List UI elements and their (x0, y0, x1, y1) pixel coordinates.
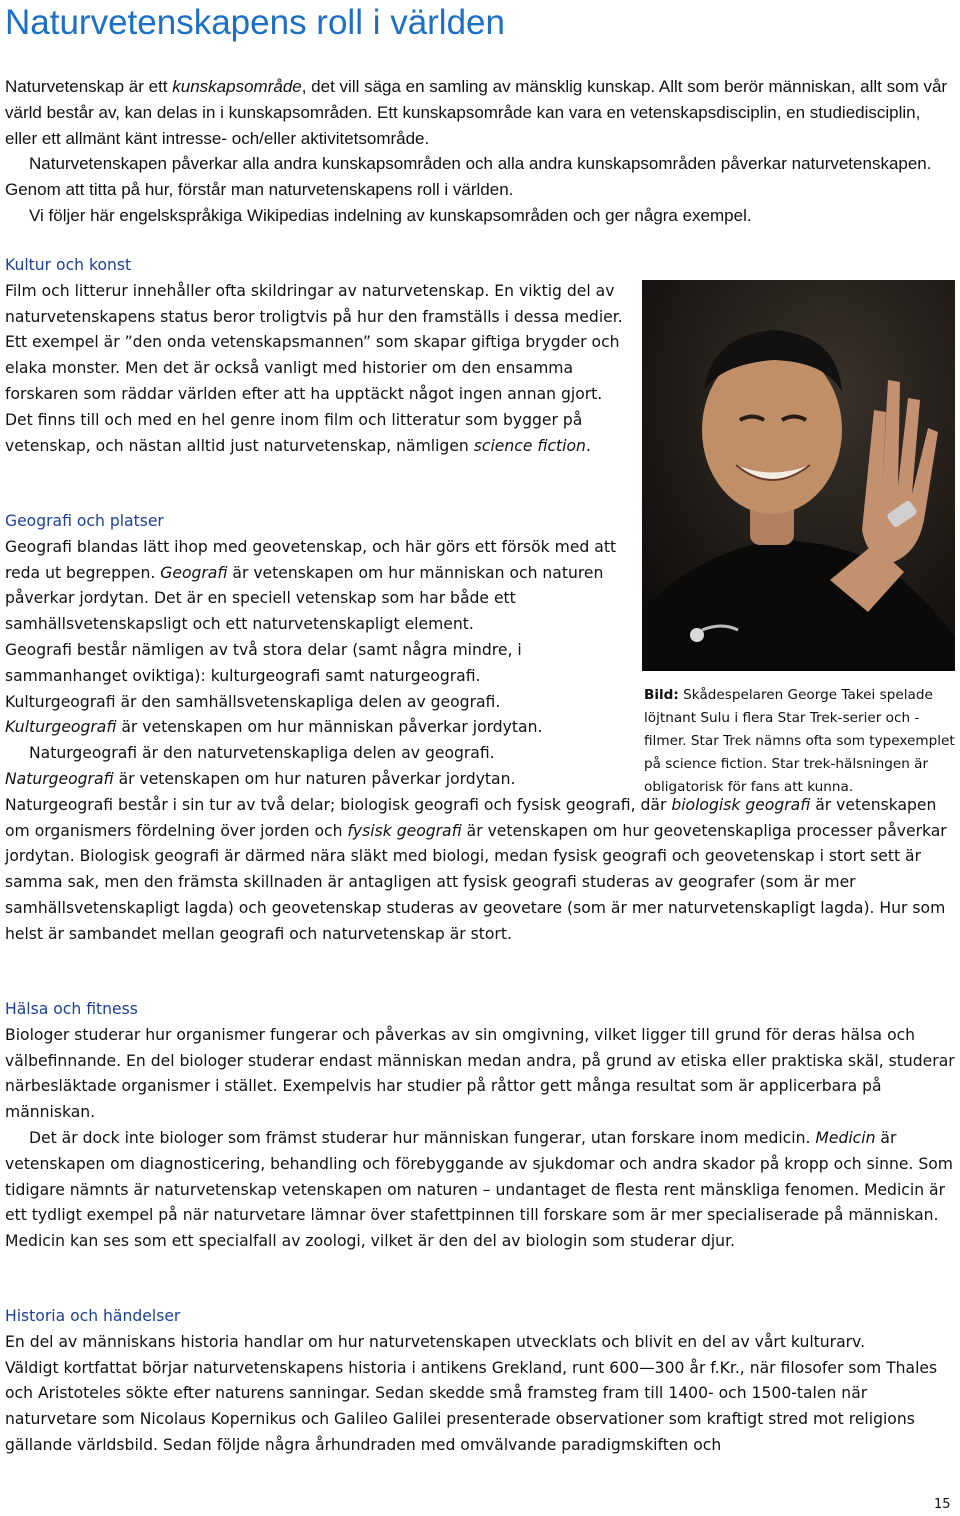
term-geografi: Geografi (160, 563, 228, 582)
geography-paragraph-3: Kulturgeografi är den samhällsvetenskapliga delen av geografi. (5, 692, 501, 711)
heading-culture: Kultur och konst (5, 256, 132, 274)
heading-history: Historia och händelser (5, 1307, 181, 1325)
intro-paragraph-2: Naturvetenskapen påverkar alla andra kunskapsområden och alla andra kunskapsområden påverkar naturvetenskapen. Genom att titta på hur, förstår man naturvetenskapens roll i världen. (5, 154, 932, 200)
term-science-fiction: science fiction (473, 436, 586, 455)
term-kulturgeografi: Kulturgeografi (5, 718, 117, 737)
health-paragraph-2: Det är dock inte biologer som främst studerar hur människan fungerar, utan forskare inom medicin. Medicin är vetenskapen om diagnosticering, behandling och förebyggande av sjukdomar och andra skador på kropp och sinne. Som tidigare nämnts är naturvetenskap vetenskapen om naturen – undantaget de flesta rent mänskliga fenomen. Medicin är ett tydligt exempel på när naturvetare lämnar över stafettpinnen till forskare som är mer specialiserade på människan. Medicin kan ses som ett specialfall av zoologi, vilket är den del av biologin som studerar djur. (5, 1128, 953, 1251)
section-geography (5, 509, 955, 948)
photo-caption: Bild: Skådespelaren George Takei spelade löjtnant Sulu i flera Star Trek-serier och -filmer. Star Trek nämns ofta som typexemplet på science fiction. Star trek-hälsningen är obligatorisk för fans att kunna. (644, 687, 955, 795)
geography-paragraph-2: Geografi består nämligen av två stora delar (samt några mindre, i sammanhanget oviktiga): kulturgeografi samt naturgeografi. (5, 640, 522, 685)
geography-paragraph-4: Kulturgeografi är vetenskapen om hur människan påverkar jordytan. (5, 718, 543, 737)
intro-paragraph-3: Vi följer här engelskspråkiga Wikipedias indelning av kunskapsområden och ger några exempel. (29, 205, 752, 225)
geography-paragraph-5: Naturgeografi är den naturvetenskapliga delen av geografi. (29, 744, 495, 763)
term-naturgeografi: Naturgeografi (5, 769, 114, 788)
intro-paragraph-1: Naturvetenskap är ett kunskapsområde, det vill säga en samling av mänsklig kunskap. Allt som berör människan, allt som vår värld består av, kan delas in i kunskapsområden. Ett kunskapsområde kan vara en vetenskapsdisciplin, en studiedisciplin, eller ett allmänt känt intresse- och/eller aktivitetsområde. (5, 77, 948, 148)
caption-label: Bild: (644, 687, 679, 703)
heading-health: Hälsa och fitness (5, 1000, 138, 1018)
page-title: Naturvetenskapens roll i världen (5, 3, 505, 42)
term-kunskapsomrade: kunskapsområde (172, 77, 302, 96)
term-biologisk-geografi: biologisk geografi (671, 795, 811, 814)
history-paragraph-2: Väldigt kortfattat börjar naturvetenskapens historia i antikens Grekland, runt 600—300 år f.Kr., när filosofer som Thales och Aristoteles sökte efter naturens sanningar. Sedan skedde små framsteg fram till 1400- och 1500-talen när naturvetare som Nicolaus Kopernikus och Galileo Galilei presenterade observationer som kraftigt stred mot religions gällande världsbild. Sedan följde några århundraden med omvälvande paradigmskiften och (5, 1358, 938, 1454)
intro-section (5, 74, 955, 229)
section-health (5, 997, 955, 1255)
geography-paragraph-6: Naturgeografi är vetenskapen om hur naturen påverkar jordytan. (5, 769, 516, 788)
history-paragraph-1: En del av människans historia handlar om hur naturvetenskapen utvecklats och blivit en del av vårt kulturarv. (5, 1332, 866, 1351)
section-history (5, 1304, 955, 1459)
page-number: 15 (934, 1497, 951, 1512)
culture-paragraph: Film och litterur innehåller ofta skildringar av naturvetenskap. En viktig del av naturvetenskapens status beror troligtvis på hur den framställs i dessa medier. Ett exempel är ”den onda vetenskapsmannen” som skapar giftiga brygder och elaka monster. Men det är också vanligt med historier om den ensamma forskaren som räddar världen efter att ha upptäckt något ingen annan gjort. Det finns till och med en hel genre inom film och litteratur som bygger på vetenskap, och nästan alltid just naturvetenskap, nämligen science fiction. (5, 281, 623, 455)
geography-paragraph-1: Geografi blandas lätt ihop med geovetenskap, och här görs ett försök med att reda ut begreppen. Geografi är vetenskapen om hur människan och naturen påverkar jordytan. Det är en speciell vetenskap som har både ett samhällsvetenskapsligt och ett naturvetenskapligt element. (5, 537, 617, 634)
term-medicin: Medicin (815, 1128, 876, 1147)
geography-paragraph-7: Naturgeografi består i sin tur av två delar; biologisk geografi och fysisk geografi, där biologisk geografi är vetenskapen om organismers fördelning över jorden och fysisk geografi är vetenskapen om hur geovetenskapliga processer påverkar jordytan. Biologisk geografi är därmed nära släkt med biologi, medan fysisk geografi och geovetenskap i stort sett är samma sak, men den främsta skillnaden är antagligen att fysisk geografi studeras av geografer (som är mer samhällsvetenskapligt lagda) och geovetenskap studeras av geovetare (som är mer naturvetenskapligt lagda). Hur som helst är sambandet mellan geografi och naturvetenskap är stort. (5, 795, 947, 943)
heading-geography: Geografi och platser (5, 512, 164, 530)
health-paragraph-1: Biologer studerar hur organismer fungerar och påverkas av sin omgivning, vilket ligger till grund för deras hälsa och välbefinnande. En del biologer studerar endast människan medan andra, på grund av etiska eller praktiska skäl, studerar närbesläktade organismer i stället. Exempelvis har studier på råttor gett många resultat som är applicerbara på människan. (5, 1025, 955, 1122)
term-fysisk-geografi: fysisk geografi (347, 821, 462, 840)
